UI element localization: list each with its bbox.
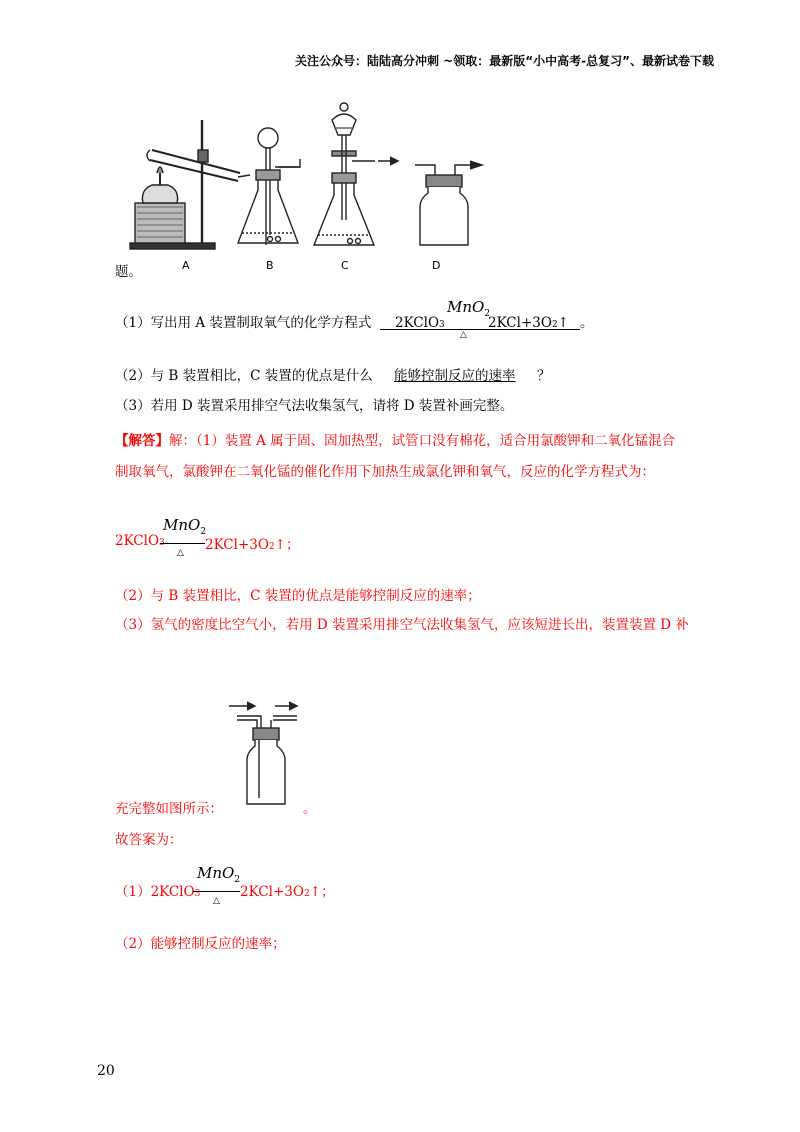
question-2-end: ？ (537, 368, 551, 384)
question-1-lhs: 2KClO3 (395, 315, 445, 331)
apparatus-a-drawing (130, 120, 250, 249)
solution-paragraph-4: 充完整如图所示： (115, 801, 223, 817)
final-answer-label: 故答案为： (115, 832, 183, 848)
apparatus-label-b: B (266, 259, 274, 272)
apparatus-label-d: D (432, 259, 441, 272)
apparatus-b-drawing (238, 128, 300, 245)
solution-paragraph-3: （3）氢气的密度比空气小，若用 D 装置采用排空气法收集氢气，应该短进长出，装置装置 D 补 (115, 617, 689, 633)
apparatus-c-drawing (314, 103, 375, 245)
solution-equation-condition: △ (177, 548, 184, 558)
solution-equation-line (160, 543, 205, 544)
solution-equation-lhs: 2KClO3 (115, 533, 165, 549)
solution-paragraph-1b: 制取氧气，氯酸钾在二氧化锰的催化作用下加热生成氯化钾和氧气，反应的化学方程式为： (115, 464, 655, 480)
question-2-text: （2）与 B 装置相比，C 装置的优点是什么 (115, 368, 373, 384)
apparatus-prefix: 题。 (115, 264, 142, 280)
solution-tag: 【解答】 (115, 433, 169, 449)
apparatus-figure (110, 95, 510, 280)
final-answer-1-rhs: 2KCl+3O2↑； (240, 884, 335, 900)
solution-paragraph-1a: 【解答】解：（1）装置 A 属于固、固加热型，试管口没有棉花，适合用氯酸钾和二氧化锰混合 (115, 433, 676, 449)
question-1-text: （1）写出用 A 装置制取氧气的化学方程式 (115, 315, 372, 331)
apparatus-label-a: A (182, 259, 190, 272)
solution-paragraph-2: （2）与 B 装置相比，C 装置的优点是能够控制反应的速率； (115, 588, 481, 604)
question-1-rhs: 2KCl+3O2↑ (488, 315, 569, 331)
solution-equation-rhs: 2KCl+3O2↑； (205, 537, 300, 553)
final-answer-1-condition: △ (213, 896, 220, 906)
apparatus-d-drawing (378, 157, 482, 245)
question-1-end: 。 (580, 315, 594, 331)
apparatus-label-c: C (341, 259, 349, 272)
page-number: 20 (97, 1063, 115, 1079)
final-answer-1-line (193, 891, 240, 892)
solution-paragraph-4-end: 。 (303, 801, 317, 817)
final-answer-1-lhs: （1）2KClO3 (115, 884, 201, 900)
solution-equation-catalyst: MnO$_2$ (163, 516, 207, 537)
answer-figure-d (225, 698, 305, 810)
final-answer-2: （2）能够控制反应的速率； (115, 936, 286, 952)
question-3-text: （3）若用 D 装置采用排空气法收集氢气，请将 D 装置补画完整。 (115, 398, 514, 414)
question-2-answer: 能够控制反应的速率 (394, 368, 516, 384)
question-1-condition: △ (460, 330, 467, 340)
final-answer-1-catalyst: MnO$_2$ (197, 864, 241, 885)
question-1-catalyst: MnO$_2$ (447, 298, 491, 319)
page-header: 关注公众号：陆陆高分冲刺 ~领取：最新版“小中高考-总复习”、最新试卷下载 (295, 54, 714, 68)
